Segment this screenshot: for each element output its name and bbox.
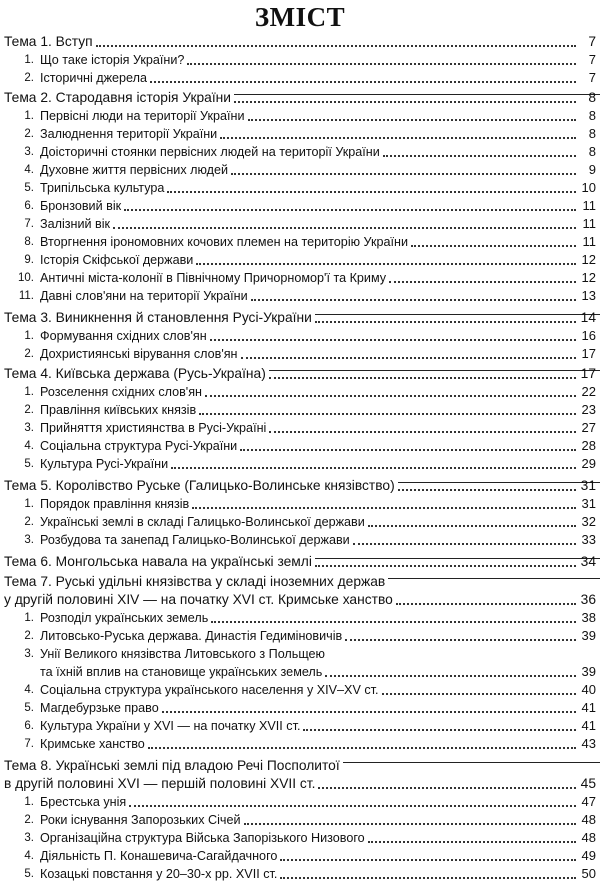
toc-entry-text: Прийняття християнства в Русі-Україні [40,419,269,437]
toc-entry-number: 2. [24,630,34,642]
dot-leader [244,823,577,825]
toc-entry[interactable] [0,269,600,287]
toc-entry-number: 2. [24,404,34,416]
toc-entry-text: Доісторичні стоянки первісних людей на території України [40,143,383,161]
dot-leader [368,525,576,527]
dot-leader [234,101,576,103]
toc-entry-text: Литовсько-Руська держава. Династія Гедиміновичів [40,627,345,645]
toc-entry-text: Культура Русі-України [40,455,171,473]
toc-entry-number: 4. [24,850,34,862]
toc-entry-text: Давні слов'яни на території України [40,287,251,305]
toc-entry-number: 3. [24,422,34,434]
toc-entry[interactable] [0,251,600,269]
dot-leader [171,467,576,469]
toc-page-number: 12 [581,252,596,267]
dot-leader [303,729,576,731]
toc-entry-text: Соціальна структура Русі-України [40,437,240,455]
toc-page-number: 39 [581,628,596,643]
toc-heading[interactable] [0,775,600,793]
dot-leader [315,565,576,567]
toc-entry-text: Роки існування Запорозьких Січей [40,811,244,829]
toc-entry-number: 2. [24,814,34,826]
toc-entry[interactable] [0,327,600,345]
toc-heading[interactable] [0,573,600,591]
toc-heading-text: Тема 1. Вступ [4,33,96,51]
toc-entry-text: Формування східних слов'ян [40,327,210,345]
toc-entry[interactable] [0,455,600,473]
toc-entry[interactable] [0,811,600,829]
dot-leader [187,63,576,65]
toc-page-number: 11 [582,234,596,249]
toc-heading-text: Тема 3. Виникнення й становлення Русі-України [4,309,315,327]
toc-entry[interactable] [0,717,600,735]
toc-page-number: 40 [581,682,596,697]
toc-page-number: 47 [581,794,596,809]
toc-page-number: 22 [581,384,596,399]
toc-heading[interactable] [0,553,600,571]
toc-entry-text: Магдебурзьке право [40,699,162,717]
toc-entry-number: 3. [24,534,34,546]
toc-entry[interactable] [0,125,600,143]
toc-page-number: 33 [581,532,596,547]
toc-heading-text: Тема 6. Монгольська навала на українські землі [4,553,315,571]
toc-entry-text: Залюднення території України [40,125,220,143]
dot-leader [96,45,576,47]
dot-leader [199,413,576,415]
toc-entry[interactable] [0,699,600,717]
toc-page-number: 16 [581,328,596,343]
toc-entry[interactable] [0,437,600,455]
toc-entry-text: Первісні люди на території України [40,107,248,125]
toc-entry[interactable] [0,531,600,549]
toc-heading-text: Тема 7. Руські удільні князівства у складі іноземних держав [4,573,388,591]
toc-entry[interactable] [0,287,600,305]
toc-entry[interactable] [0,513,600,531]
toc-heading[interactable] [0,365,600,383]
dot-leader [411,245,576,247]
toc-page-number: 23 [581,402,596,417]
toc-page-number: 9 [588,162,596,177]
dot-leader [248,119,577,121]
toc-page-number: 36 [580,592,596,607]
dot-leader [211,621,576,623]
toc-page-number: 49 [581,848,596,863]
toc-heading-text: Тема 2. Стародавня історія України [4,89,234,107]
toc-page-number: 7 [588,52,596,67]
toc-entry-text: Правління київських князів [40,401,199,419]
toc-entry-text: Історія Скіфської держави [40,251,196,269]
toc-entry[interactable] [0,663,600,681]
dot-leader [167,191,576,193]
dot-leader [318,787,576,789]
toc-entry-text: Дохристиянські вірування слов'ян [40,345,241,363]
dot-leader [382,693,576,695]
dot-leader [353,543,576,545]
toc-entry[interactable] [0,401,600,419]
dot-leader [398,489,576,491]
dot-leader [396,603,576,605]
toc-heading[interactable] [0,477,600,495]
toc-page-number: 17 [581,346,596,361]
dot-leader [368,841,576,843]
toc-entry-text: Залізний вік [40,215,113,233]
toc-entry-text: Брестська унія [40,793,129,811]
dot-leader [196,263,576,265]
toc-page-number: 7 [588,70,596,85]
toc-page-number: 43 [581,736,596,751]
toc-entry-number: 11. [18,290,34,302]
toc-page-number: 34 [580,554,596,569]
toc-entry-text: Розселення східних слов'ян [40,383,205,401]
toc-entry-text: та їхній вплив на становище українських земель [40,663,325,681]
toc-entry-number: 1. [24,330,34,342]
toc-entry-number: 8. [24,236,34,248]
toc-entry[interactable] [0,681,600,699]
dot-leader [124,209,576,211]
toc-page-number: 11 [582,216,596,231]
toc-heading[interactable] [0,591,600,609]
toc-entry[interactable] [0,865,600,883]
toc-entry-number: 6. [24,720,34,732]
dot-leader [389,281,576,283]
toc-entry[interactable] [0,609,600,627]
toc-heading-text: в другій половині XVI — першій половині XVII ст. [4,775,318,793]
dot-leader [383,155,576,157]
toc-entry[interactable] [0,233,600,251]
toc-entry-number: 10. [18,272,34,284]
dot-leader [220,137,576,139]
dot-leader [150,81,576,83]
dot-leader [210,339,576,341]
dot-leader [240,449,576,451]
toc-page-number: 8 [588,144,596,159]
toc-heading-text: Тема 8. Українські землі під владою Речі Посполитої [4,757,343,775]
toc-entry[interactable] [0,829,600,847]
dot-leader [192,507,576,509]
toc-entry-text: Трипільська культура [40,179,167,197]
toc-entry-text: Античні міста-колонії в Північному Причорномор'ї та Криму [40,269,389,287]
toc-entry[interactable] [0,179,600,197]
toc-page-number: 31 [580,478,596,493]
toc-heading-text: Тема 4. Київська держава (Русь-Україна) [4,365,269,383]
toc-page-number: 17 [580,366,596,381]
toc-entry-text: Вторгнення ірономовних кочових племен на територію України [40,233,411,251]
toc-heading[interactable] [0,309,600,327]
toc-entry-number: 3. [24,648,34,660]
toc-entry-text: Розподіл українських земель [40,609,211,627]
toc-entry-text: Історичні джерела [40,69,150,87]
toc-entry-number: 1. [24,54,34,66]
toc-entry-number: 1. [24,110,34,122]
toc-page-number: 39 [581,664,596,679]
toc-page-number: 8 [588,108,596,123]
toc-entry[interactable] [0,645,600,663]
toc-heading[interactable] [0,757,600,775]
toc-entry-number: 2. [24,128,34,140]
toc-entry[interactable] [0,419,600,437]
toc-entry-number: 2. [24,72,34,84]
dot-leader [269,431,576,433]
toc-page-number: 11 [582,198,596,213]
toc-entry-number: 9. [24,254,34,266]
toc-entry[interactable] [0,197,600,215]
toc-page-number: 10 [581,180,596,195]
toc-entry-number: 4. [24,164,34,176]
toc-page-number: 31 [581,496,596,511]
toc-entry[interactable] [0,495,600,513]
toc-page-number: 12 [581,270,596,285]
toc-heading-text: Тема 5. Королівство Руське (Галицько-Волинське князівство) [4,477,398,495]
toc-entry-number: 3. [24,146,34,158]
toc-entry-number: 4. [24,440,34,452]
toc-page-number: 27 [581,420,596,435]
dot-leader [280,859,576,861]
toc-entry-number: 6. [24,200,34,212]
toc-entry-number: 1. [24,386,34,398]
toc-entry-number: 1. [24,796,34,808]
toc-page-number: 13 [581,288,596,303]
toc-entry-text: Організаційна структура Війська Запорізького Низового [40,829,368,847]
toc-entry-number: 7. [24,738,34,750]
toc-entry-text: Бронзовий вік [40,197,124,215]
toc-entry-number: 2. [24,348,34,360]
dot-leader [241,357,577,359]
toc-entry-number: 5. [24,182,34,194]
toc-entry-text: Духовне життя первісних людей [40,161,231,179]
dot-leader [162,711,576,713]
toc-entry[interactable] [0,51,600,69]
dot-leader [251,299,576,301]
toc-page-number: 32 [581,514,596,529]
toc-entry-text: Унії Великого князівства Литовського з Польщею [40,645,328,663]
toc-page-number: 41 [581,700,596,715]
toc-page-number: 7 [588,34,596,49]
toc-entry[interactable] [0,345,600,363]
toc-entry-text: Соціальна структура українського населення у XIV–XV ст. [40,681,382,699]
toc-entry[interactable] [0,735,600,753]
toc-entry-text: Кримське ханство [40,735,148,753]
toc-page-number: 48 [581,812,596,827]
dot-leader [269,377,576,379]
dot-leader [315,321,576,323]
toc-entry-text: Культура України у XVI — на початку XVII ст. [40,717,303,735]
toc-heading-text: у другій половині XIV — на початку XVI ст. Кримське ханство [4,591,396,609]
dot-leader [113,227,576,229]
toc-entry[interactable] [0,143,600,161]
toc-entry-number: 7. [24,218,34,230]
dot-leader [345,639,576,641]
toc-entry-text: Порядок правління князів [40,495,192,513]
toc-entry-number: 1. [24,498,34,510]
dot-leader [205,395,576,397]
toc-page-number: 28 [581,438,596,453]
dot-leader [148,747,576,749]
toc-entry[interactable] [0,161,600,179]
toc-entry[interactable] [0,793,600,811]
toc-page-number: 14 [580,310,596,325]
toc-entry[interactable] [0,69,600,87]
toc-entry-text: Козацькі повстання у 20–30-х рр. XVII ст. [40,865,280,883]
toc-entry-number: 4. [24,684,34,696]
toc-entry-text: Розбудова та занепад Галицько-Волинської держави [40,531,353,549]
toc-entry[interactable] [0,107,600,125]
toc-entry-number: 3. [24,832,34,844]
toc-entry[interactable] [0,215,600,233]
dot-leader [325,675,576,677]
toc-page-number: 41 [581,718,596,733]
toc-page-number: 38 [581,610,596,625]
toc-page-number: 8 [588,90,596,105]
toc-entry-text: Що таке історія України? [40,51,187,69]
toc-heading[interactable] [0,33,600,51]
page-title: ЗМІСТ [254,2,346,32]
toc-page-number: 48 [581,830,596,845]
toc-entry[interactable] [0,383,600,401]
toc-entry-number: 1. [24,612,34,624]
toc-entry-number: 5. [24,458,34,470]
toc-heading[interactable] [0,89,600,107]
toc-page-number: 50 [581,866,596,881]
toc-entry[interactable] [0,627,600,645]
toc-entry-text: Діяльність П. Конашевича-Сагайдачного [40,847,280,865]
toc-page-number: 45 [580,776,596,791]
dot-leader [129,805,576,807]
dot-leader [280,877,576,879]
toc-entry-text: Українські землі в складі Галицько-Волинської держави [40,513,368,531]
toc-entry-number: 5. [24,868,34,880]
toc-entry-number: 2. [24,516,34,528]
toc-entry-number: 5. [24,702,34,714]
dot-leader [231,173,576,175]
toc-entry[interactable] [0,847,600,865]
toc-page-number: 8 [588,126,596,141]
toc-page-number: 29 [581,456,596,471]
